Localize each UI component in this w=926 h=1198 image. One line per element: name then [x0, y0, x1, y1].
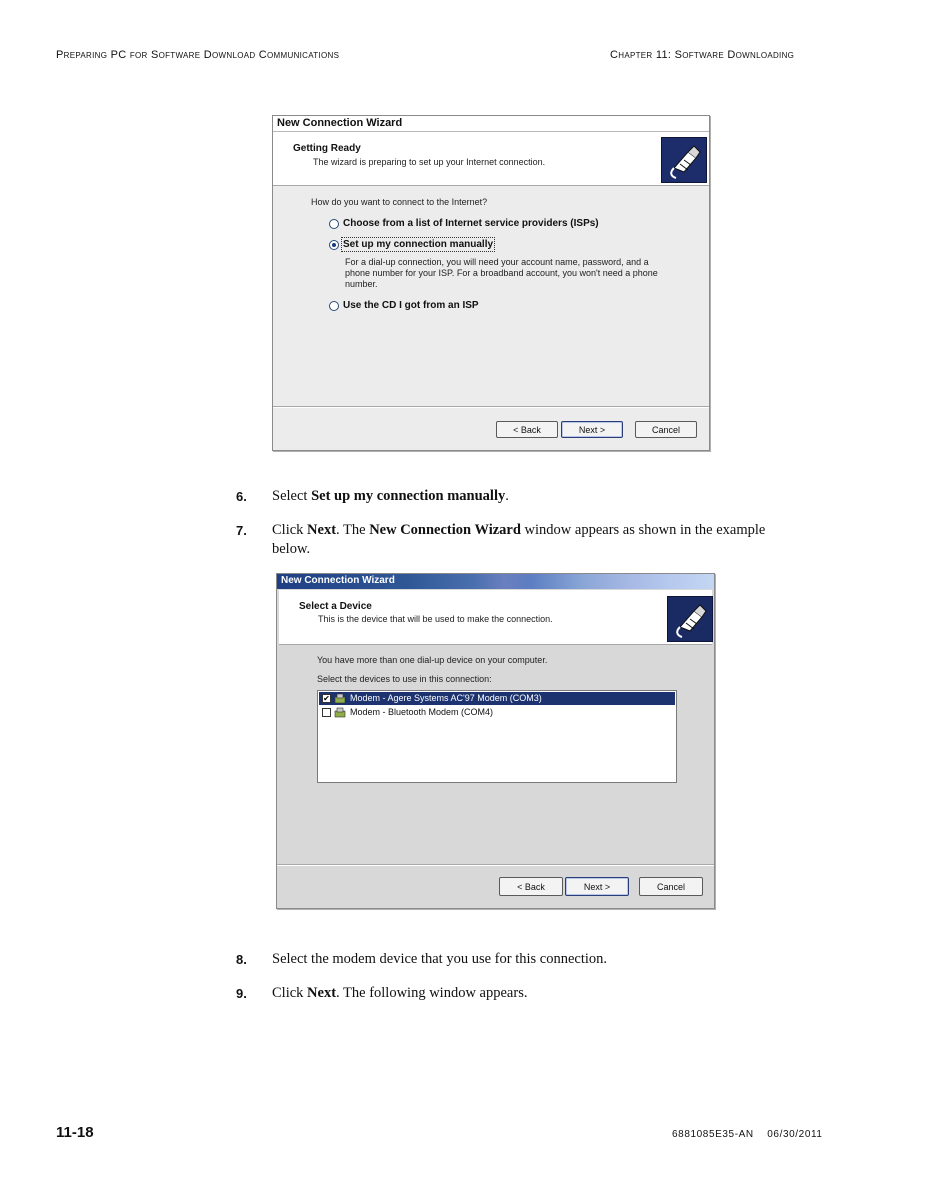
- step-6-post: .: [505, 488, 509, 504]
- step-6-bold: Set up my connection manually: [311, 488, 506, 504]
- next-button[interactable]: Next >: [561, 421, 623, 438]
- step-number-8: 8.: [236, 952, 247, 967]
- step-text-6: [272, 487, 802, 506]
- device-label: Modem - Bluetooth Modem (COM4): [350, 707, 494, 717]
- connect-question: How do you want to connect to the Internet?: [311, 197, 488, 207]
- radio-isp-cd[interactable]: [329, 301, 339, 311]
- option-manual-setup-label[interactable]: Set up my connection manually: [343, 239, 494, 250]
- radio-isp-list[interactable]: [329, 219, 339, 229]
- document-id-date: 6881085E35-AN 06/30/2011: [672, 1129, 823, 1140]
- connection-plug-icon: [667, 596, 713, 642]
- running-header-left: Preparing PC for Software Download Communications: [56, 49, 340, 61]
- cancel-button[interactable]: Cancel: [635, 421, 697, 438]
- step-9-bold: Next: [307, 985, 337, 1001]
- banner-title: Select a Device: [299, 601, 372, 612]
- radio-manual-setup[interactable]: [329, 240, 339, 250]
- device-checkbox[interactable]: [322, 708, 331, 717]
- cancel-button[interactable]: Cancel: [639, 877, 703, 896]
- wizard-title: New Connection Wizard: [281, 575, 395, 586]
- option-isp-cd-label[interactable]: Use the CD I got from an ISP: [343, 300, 479, 311]
- device-label: Modem - Agere Systems AC'97 Modem (COM3): [350, 693, 542, 703]
- banner-subtitle: This is the device that will be used to make the connection.: [318, 614, 553, 624]
- device-list[interactable]: [317, 690, 677, 783]
- banner-subtitle: The wizard is preparing to set up your Internet connection.: [313, 157, 546, 167]
- step-7-line2: below.: [272, 541, 311, 557]
- step-7-post: window appears as shown in the example: [520, 522, 766, 538]
- step-text-9: [272, 984, 802, 1003]
- manual-description-line-1: For a dial-up connection, you will need your account name, password, and a: [345, 257, 649, 267]
- page-number: 11-18: [56, 1124, 94, 1141]
- device-row[interactable]: [319, 706, 675, 719]
- step-number-9: 9.: [236, 986, 247, 1001]
- footer-separator: [273, 406, 709, 408]
- modem-icon: [334, 693, 346, 704]
- step-7-pre: Click: [272, 522, 308, 538]
- wizard-select-device: [276, 573, 715, 909]
- running-header-right: Chapter 11: Software Downloading: [610, 49, 795, 61]
- wizard-title: New Connection Wizard: [273, 116, 709, 132]
- select-devices-label: Select the devices to use in this connection:: [317, 674, 492, 684]
- step-text-7: [272, 521, 802, 559]
- connection-plug-icon: [661, 137, 707, 183]
- manual-description-line-2: phone number for your ISP. For a broadband account, you won't need a phone: [345, 268, 658, 278]
- next-button[interactable]: Next >: [565, 877, 629, 896]
- manual-description-line-3: number.: [345, 279, 378, 289]
- option-isp-list-label[interactable]: Choose from a list of Internet service providers (ISPs): [343, 218, 599, 229]
- step-7-bold2: New Connection Wizard: [369, 522, 521, 538]
- step-7-bold: Next: [307, 522, 337, 538]
- step-number-6: 6.: [236, 489, 247, 504]
- wizard-getting-ready: [272, 115, 710, 451]
- step-text-8: Select the modem device that you use for this connection.: [272, 951, 608, 967]
- banner-title: Getting Ready: [293, 143, 361, 154]
- step-number-7: 7.: [236, 523, 247, 538]
- step-7-mid: . The: [336, 522, 370, 538]
- footer-separator: [277, 864, 714, 866]
- step-9-pre: Click: [272, 985, 308, 1001]
- step-9-post: . The following window appears.: [336, 985, 528, 1001]
- step-6-pre: Select: [272, 488, 312, 504]
- device-checkbox[interactable]: ✔: [323, 694, 330, 703]
- device-info-text: You have more than one dial-up device on your computer.: [317, 655, 548, 665]
- wizard-title-bar: [277, 574, 714, 589]
- modem-icon: [334, 707, 346, 718]
- back-button[interactable]: < Back: [496, 421, 558, 438]
- wizard-banner: [273, 132, 709, 186]
- back-button[interactable]: < Back: [499, 877, 563, 896]
- device-row[interactable]: [319, 692, 675, 705]
- wizard-banner: [279, 590, 712, 645]
